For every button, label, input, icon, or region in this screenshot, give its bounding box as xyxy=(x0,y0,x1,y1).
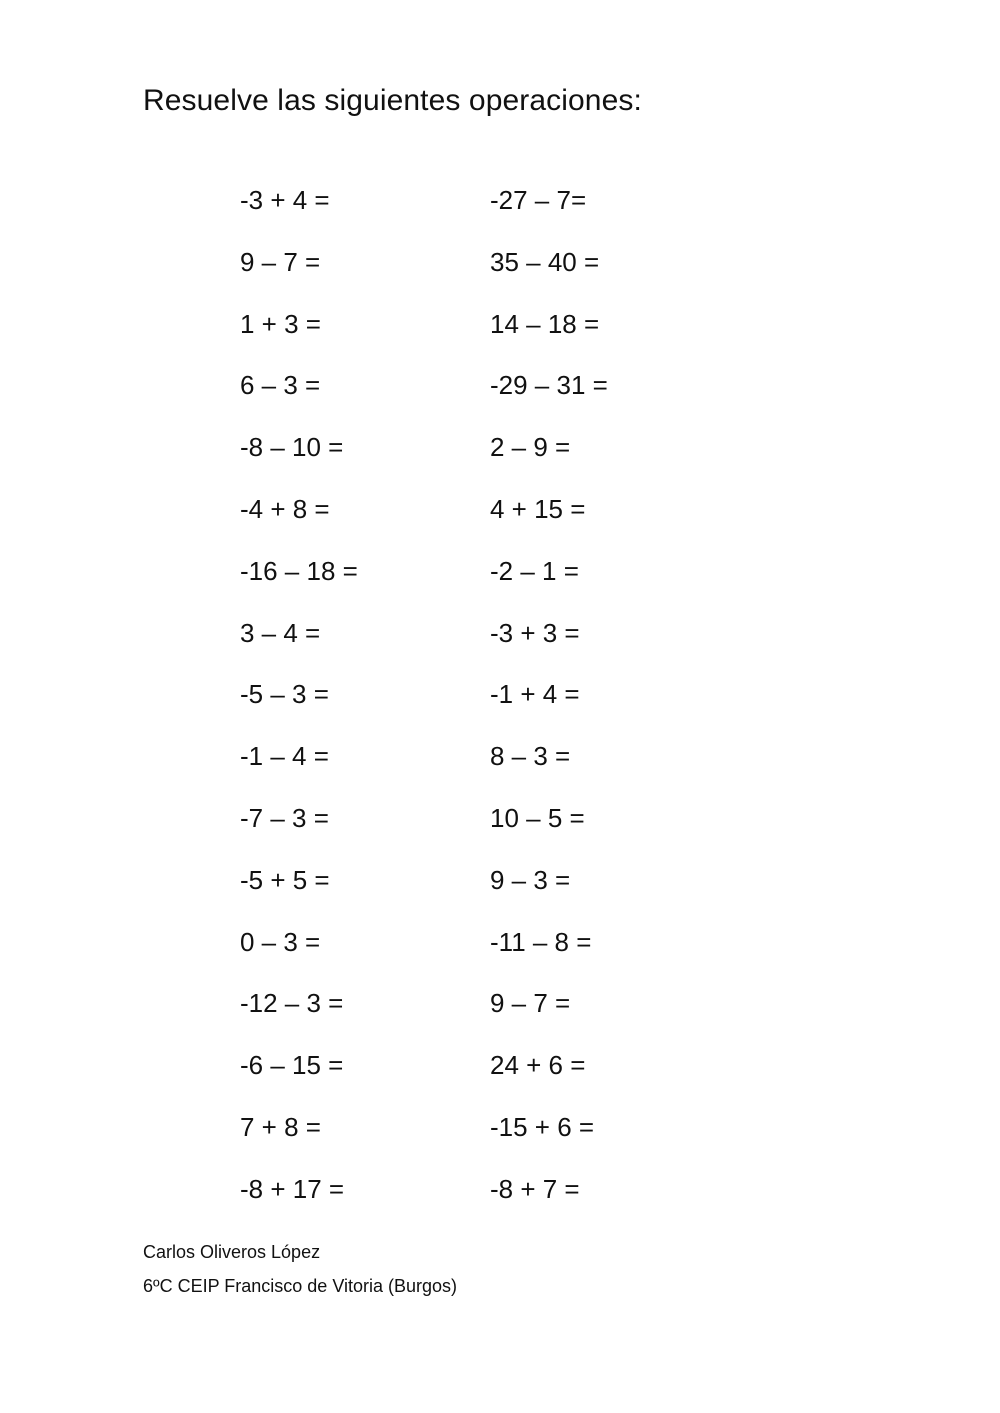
exercise-right: 14 – 18 = xyxy=(490,308,600,339)
exercise-right: 24 + 6 = xyxy=(490,1050,586,1081)
exercise-right: -3 + 3 = xyxy=(490,617,580,648)
exercise-row xyxy=(240,1048,700,1110)
exercise-left: -4 + 8 = xyxy=(240,493,330,524)
exercise-left: 1 + 3 = xyxy=(240,308,321,339)
exercise-row xyxy=(240,492,700,554)
exercise-left: -8 – 10 = xyxy=(240,432,344,463)
exercise-row xyxy=(240,430,700,492)
school-name: 6ºC CEIP Francisco de Vitoria (Burgos) xyxy=(143,1276,458,1296)
exercise-row xyxy=(240,677,700,739)
exercise-right: -1 + 4 = xyxy=(490,679,580,710)
exercise-right: -15 + 6 = xyxy=(490,1111,595,1142)
exercise-right: -11 – 8 = xyxy=(490,926,592,957)
footer xyxy=(143,1235,457,1303)
author-name: Carlos Oliveros López xyxy=(143,1242,321,1262)
exercise-row xyxy=(240,863,700,925)
exercise-left: 0 – 3 = xyxy=(240,926,321,957)
exercise-row xyxy=(240,801,700,863)
exercise-right: -27 – 7= xyxy=(490,185,587,215)
exercise-left: 6 – 3 = xyxy=(240,370,321,401)
exercise-left: -3 + 4 = xyxy=(240,185,330,215)
exercise-left: -12 – 3 = xyxy=(240,988,344,1019)
exercise-left: -5 + 5 = xyxy=(240,864,330,895)
worksheet-title: Resuelve las siguientes operaciones: xyxy=(143,84,642,117)
exercise-row xyxy=(240,1110,700,1172)
exercise-right: 4 + 15 = xyxy=(490,493,586,524)
exercise-right: 2 – 9 = xyxy=(490,432,571,463)
exercise-row xyxy=(240,307,700,369)
exercise-left: -16 – 18 = xyxy=(240,555,358,586)
exercise-right: 10 – 5 = xyxy=(490,802,585,833)
exercise-list xyxy=(240,183,700,1234)
exercise-row xyxy=(240,739,700,801)
exercise-left: 7 + 8 = xyxy=(240,1111,321,1142)
exercise-right: -8 + 7 = xyxy=(490,1173,580,1204)
exercise-right: -29 – 31 = xyxy=(490,370,608,401)
exercise-left: -6 – 15 = xyxy=(240,1050,344,1081)
exercise-left: -5 – 3 = xyxy=(240,679,329,710)
exercise-right: 8 – 3 = xyxy=(490,741,571,772)
exercise-row xyxy=(240,616,700,678)
exercise-row xyxy=(240,554,700,616)
exercise-row xyxy=(240,986,700,1048)
exercise-row xyxy=(240,1172,700,1234)
exercise-row xyxy=(240,245,700,307)
exercise-left: 3 – 4 = xyxy=(240,617,321,648)
exercise-left: 9 – 7 = xyxy=(240,246,321,277)
exercise-row xyxy=(240,183,700,245)
exercise-right: -2 – 1 = xyxy=(490,555,579,586)
exercise-left: -7 – 3 = xyxy=(240,802,329,833)
exercise-right: 35 – 40 = xyxy=(490,246,600,277)
exercise-left: -1 – 4 = xyxy=(240,741,329,772)
exercise-right: 9 – 3 = xyxy=(490,864,571,895)
exercise-row xyxy=(240,368,700,430)
exercise-row xyxy=(240,925,700,987)
exercise-left: -8 + 17 = xyxy=(240,1173,345,1204)
exercise-right: 9 – 7 = xyxy=(490,988,571,1019)
